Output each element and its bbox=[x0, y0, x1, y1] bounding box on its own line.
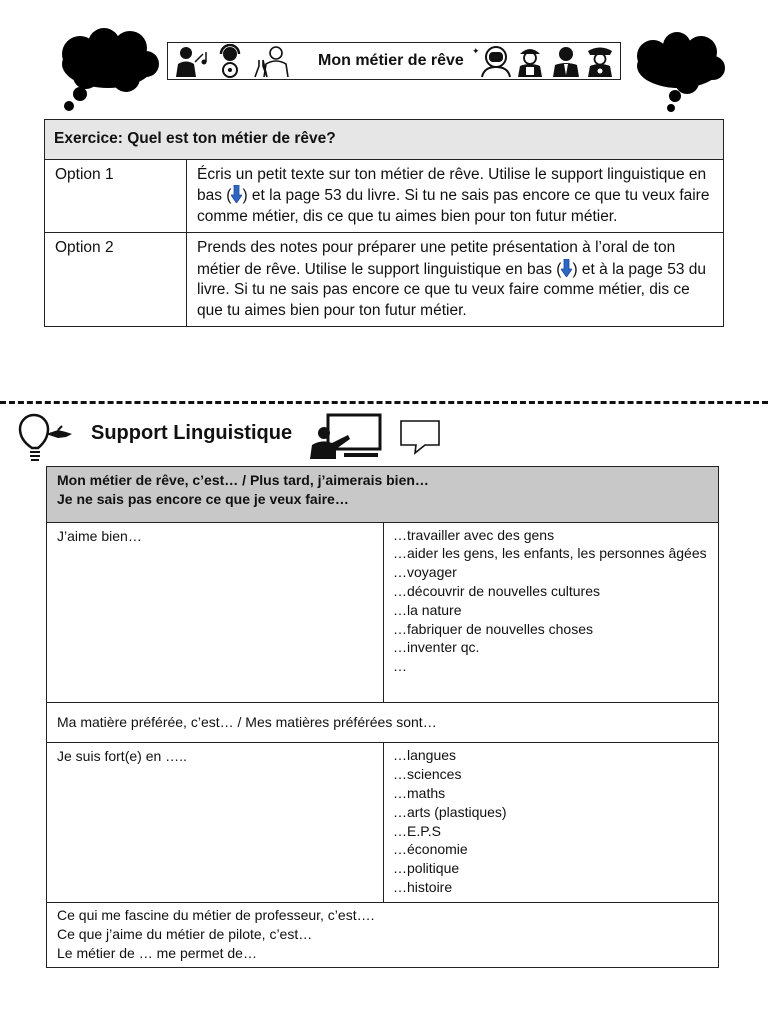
professions-right-icons bbox=[470, 44, 620, 78]
table-row bbox=[47, 702, 719, 743]
list-item: …sciences bbox=[393, 766, 462, 783]
list-item: …langues bbox=[393, 747, 457, 764]
down-arrow-icon bbox=[231, 185, 242, 203]
businessman-icon bbox=[553, 47, 579, 77]
list-item: … bbox=[393, 658, 407, 675]
table-row bbox=[47, 467, 719, 523]
list-item: …inventer qc. bbox=[393, 639, 480, 656]
option-1-label: Option 1 bbox=[45, 159, 187, 233]
lightbulb-icon bbox=[18, 412, 74, 464]
police-officer-icon bbox=[588, 48, 612, 78]
dashed-separator bbox=[0, 401, 768, 404]
speech-bubble-icon bbox=[399, 419, 441, 455]
scientist-icon bbox=[255, 47, 288, 77]
list-item: …histoire bbox=[393, 878, 453, 895]
list-item: …découvrir de nouvelles cultures bbox=[393, 582, 600, 599]
astronaut-icon bbox=[472, 46, 510, 77]
option-2-label: Option 2 bbox=[45, 233, 187, 327]
strong-label: Je suis fort(e) en ….. bbox=[47, 743, 384, 903]
teacher-board-icon bbox=[310, 413, 384, 461]
header-banner bbox=[167, 42, 621, 80]
option-2-text: Prends des notes pour préparer une petite présentation à l’oral de ton métier de rêve. Utilise le support linguistique en bas ( ) et à la page 53 du livre. Si tu ne sais pas encore ce que tu veux faire comme métier, dis ce que tu aimes bien pour ton futur métier. bbox=[187, 233, 724, 327]
table-row bbox=[45, 233, 724, 327]
list-item: …économie bbox=[393, 841, 468, 858]
table-row bbox=[45, 159, 724, 233]
list-item: …travailler avec des gens bbox=[393, 526, 555, 543]
table-row bbox=[47, 522, 719, 702]
thought-cloud-left-icon bbox=[56, 28, 162, 114]
list-item: …voyager bbox=[393, 564, 457, 581]
exercise-table bbox=[44, 119, 724, 327]
professions-left-icons bbox=[174, 44, 298, 78]
exercise-header: Exercice: Quel est ton métier de rêve? bbox=[45, 120, 724, 160]
list-item: …fabriquer de nouvelles choses bbox=[393, 620, 594, 637]
support-header: Mon métier de rêve, c’est… / Plus tard, j’aimerais bien… Je ne sais pas encore ce que je veux faire… bbox=[47, 467, 719, 523]
strong-list bbox=[384, 743, 719, 903]
list-item: …aider les gens, les enfants, les personnes âgées bbox=[393, 545, 707, 562]
dj-icon bbox=[221, 45, 239, 77]
support-table bbox=[46, 466, 719, 968]
down-arrow-icon bbox=[561, 259, 572, 277]
likes-list bbox=[384, 522, 719, 702]
list-item: …la nature bbox=[393, 601, 462, 618]
list-item: …politique bbox=[393, 860, 460, 877]
list-item: …arts (plastiques) bbox=[393, 803, 507, 820]
table-row bbox=[47, 743, 719, 903]
banner-title: Mon métier de rêve bbox=[318, 52, 464, 69]
option-1-text: Écris un petit texte sur ton métier de rêve. Utilise le support linguistique en bas ( ) et la page 53 du livre. Si tu ne sais pas encore ce que tu veux faire comme métier, dis ce que tu aimes bien pour ton futur métier. bbox=[187, 159, 724, 233]
list-item: …E.P.S bbox=[393, 822, 441, 839]
favorite-subject: Ma matière préférée, c’est… / Mes matières préférées sont… bbox=[47, 702, 719, 743]
thought-cloud-right-icon bbox=[631, 32, 727, 114]
conductor-icon bbox=[176, 47, 207, 77]
worker-icon bbox=[518, 49, 542, 77]
list-item: …maths bbox=[393, 784, 446, 801]
table-row bbox=[47, 903, 719, 967]
svg-text:✦: ✦ bbox=[472, 46, 480, 56]
support-title: Support Linguistique bbox=[91, 422, 293, 444]
footer-phrases: Ce qui me fascine du métier de professeur, c’est…. Ce que j’aime du métier de pilote, c’est… Le métier de … me permet de… bbox=[47, 903, 719, 967]
likes-label: J’aime bien… bbox=[47, 522, 384, 702]
